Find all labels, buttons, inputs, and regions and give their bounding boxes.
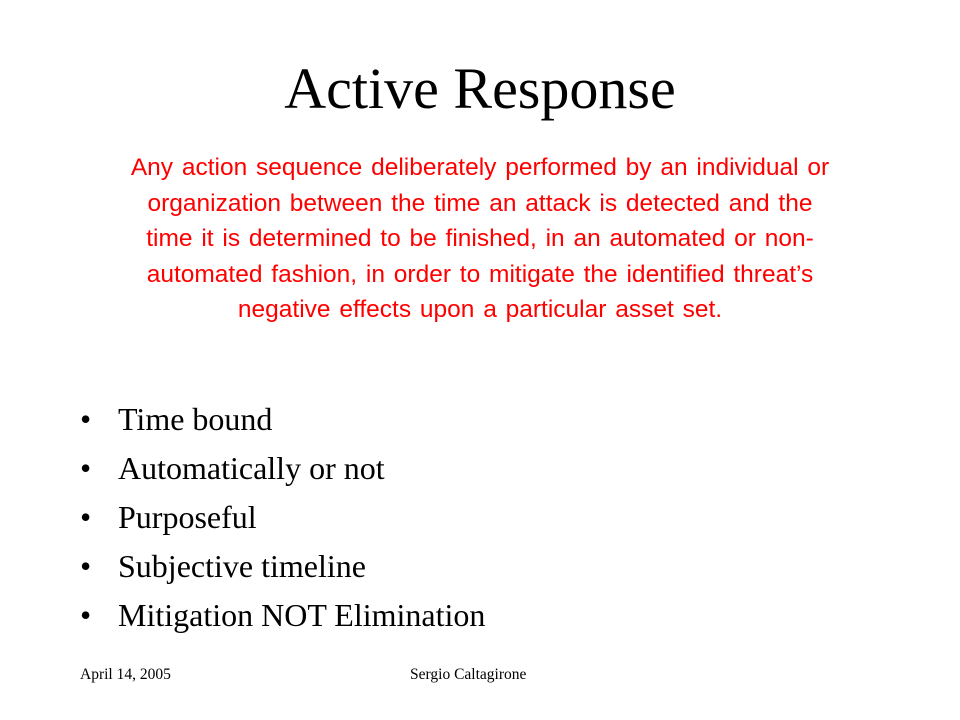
bullet-item-purposeful (80, 493, 900, 542)
bullet-item-mitigation (80, 591, 900, 640)
footer-author: Sergio Caltagirone (410, 666, 527, 683)
bullet-item-subjective-timeline (80, 542, 900, 591)
bullet-text: Mitigation NOT Elimination (118, 597, 486, 633)
bullet-item-automatically (80, 444, 900, 493)
bullet-marker-icon: • (80, 450, 92, 486)
bullet-list (80, 395, 900, 640)
bullet-item-time-bound (80, 395, 900, 444)
footer-date: April 14, 2005 (80, 666, 171, 683)
bullet-marker-icon: • (80, 548, 92, 584)
bullet-text: Time bound (118, 401, 273, 437)
bullet-marker-icon: • (80, 401, 92, 437)
bullet-marker-icon: • (80, 597, 92, 633)
bullet-text: Purposeful (118, 499, 257, 535)
bullet-text: Subjective timeline (118, 548, 366, 584)
definition-text: Any action sequence deliberately performed by an individual or organization between the time an attack is detected and the time it is determined to be finished, in an automated or non-automated fashion, in order to mitigate the identified threat’s negative effects upon a particular asset set. (130, 154, 830, 323)
slide-title: Active Response (284, 56, 676, 121)
bullet-text: Automatically or not (118, 450, 385, 486)
bullet-marker-icon: • (80, 499, 92, 535)
